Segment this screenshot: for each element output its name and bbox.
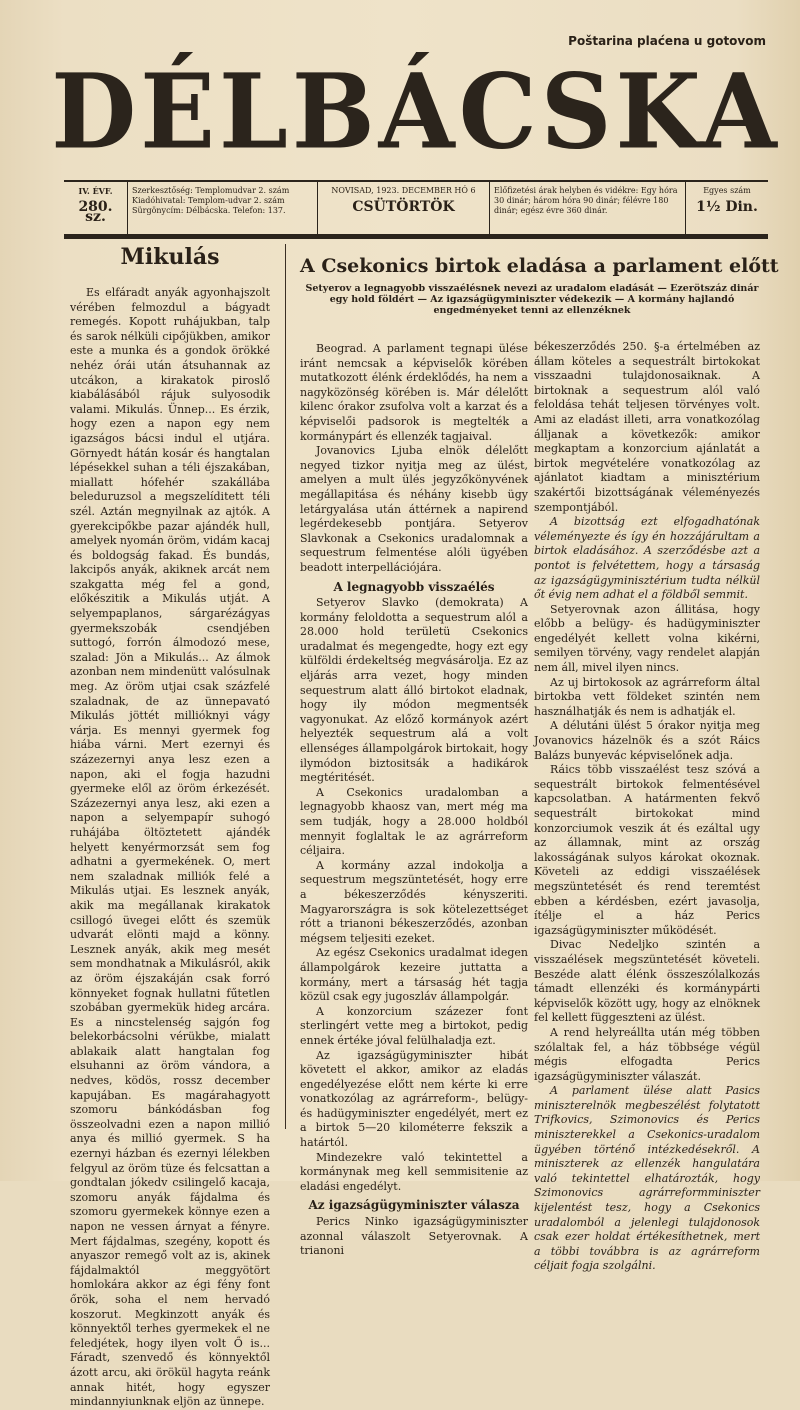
single-copy-label: Egyes szám [703,186,751,195]
paragraph: Divac Nedeljko szintén a visszaélések megszüntetését követeli. Beszéde alatt élénk összeszólalkozás támadt ellenzéki és kormánypárti képviselők között ugy, hogy az elnöknek fel kellett függeszteni az ülést. [534,938,760,1025]
paragraph: Setyerovnak azon állitása, hogy előbb a belügy- és hadügyminiszter engedélyét kellett volna kikérni, semilyen törvény, vagy rendelet alapján nem áll, mivel ilyen nincs. [534,602,760,675]
issue-number: 280. sz. [78,199,113,225]
paragraph: Az igazságügyminiszter hibát követett el akkor, amikor az eladás engedélyezése előtt nem kérte ki erre vonatkozólag az agrárreform-, belügy- és hadügyminiszter engedélyét, mert ez a birtok 5—20 kilométerre fekszik a határtól. [300,1048,528,1150]
paragraph: A kormány azzal indokolja a sequestrum megszüntetését, hogy erre a békeszerződés kényszeriti. Magyarországra is sok kötelezettséget rótt a trianoni békeszerződés, azonban mégsem teljesiti ezeket. [300,858,528,945]
main-article-column-1 [300,342,528,1258]
price-cell [686,182,768,234]
left-article-title: Mikulás [120,244,220,270]
date-cell [318,182,490,234]
header-rule [64,236,768,239]
postage-note: Poštarina plaćena u gotovom [568,34,766,48]
left-article-body [70,286,270,1409]
paragraph: Az uj birtokosok az agrárreform által birtokba vett földeket szintén nem használhatják és nem is adhatják el. [534,675,760,718]
info-bar [64,180,768,236]
main-article-deck: Setyerov a legnagyobb visszaélésnek nevezi az uradalom eladását — Ezerötszáz dinár egy hold földért — Az igazságügyminiszter védekezik — A kormány hajlandó engedményeket tenni az ellenzéknek [305,283,759,316]
masthead [51,51,781,173]
masthead-title: DÉLBÁCSKA [51,51,781,173]
main-article-title: A Csekonics birtok eladása a parlament előtt [300,255,779,277]
paragraph: Setyerov Slavko (demokrata) A kormány feloldotta a sequestrum alól a 28.000 hold területü Csekonics uradalmat és megengedte, hogy ezt egy külföldi érdekeltség megvásárolja. Ez az eljárás arra vezet, hogy minden sequestrum alatt álló birtokot eladnak, hogy ily módon megmentsék vagyonukat. Az előző kormányok azért helyezték sequestrum alá a volt ellenséges állampolgárok birtokait, hogy ilymódon biztositsák a hadikárok megtéritését. [300,596,528,785]
weekday: CSÜTÖRTÖK [352,199,455,215]
main-article-column-2 [534,340,760,1273]
paragraph: Ráics több visszaélést tesz szóvá a sequestrált birtokok felmentésével kapcsolatban. A határmenten fekvő sequestrált birtokokat mind konzorciumok veszik át és ezáltal ugy az államnak, mint az ország lakosságának sulyos károkat okoznak. Követeli az eddigi visszaélések megszüntetését és rend teremtést ebben a kérdésben, ezért javasolja, ítélje el a ház Perics igazságügyminiszter működését. [534,763,760,937]
paragraph: A konzorcium százezer font sterlingért vette meg a birtokot, pedig ennek értéke jóval felülhaladja ezt. [300,1004,528,1047]
single-copy-price: 1½ Din. [696,199,758,215]
paragraph: A délutáni ülést 5 órakor nyitja meg Jovanovics házelnök és a szót Ráics Balázs bunyevác képviselőnek adja. [534,719,760,762]
offices-cell: Szerkesztőség: Templomudvar 2. szám Kiadóhivatal: Templom-udvar 2. szám Sürgönycím: Délbácska. Telefon: 137. [128,182,318,234]
column-divider [285,244,286,1129]
paragraph: Az egész Csekonics uradalmat idegen állampolgárok kezeire juttatta a kormány, mert a társaság hét tagja közül csak egy jugoszláv állampolgár. [300,946,528,1004]
subheading-2: Az igazságügyminiszter válasza [308,1198,520,1213]
subheading-1: A legnagyobb visszaélés [333,579,495,594]
left-article-paragraph: Es elfáradt anyák agyonhajszolt vérében felmozdul a bágyadt remegés. Kopott ruhájukban, talp és sarok nélküli cipőjükben, amikor este a munka és a gondok örökké nehéz órái után átsuhannak az utcákon, a kirakatok piroslő kiabálásából rájuk sulyosodik valami. Mikulás. Ünnep... Es érzik, hogy ezen a napon egy nem igazságos bácsi indul el utjára. Görnyedt hátán kosár és hangtalan lépésekkel suhan a téli éjszakában, miallatt hófehér szakállába beleduruzsol a megszelíditett téli szél. Aztán megnyilnak az ajtók. A gyerekcipőkbe pazar ajándék hull, amelyek nyomán öröm, vidám kacaj és boldogság fakad. És bundás, lakcipős anyák, akiknek arcát nem szakgatta még fel a gond, előkészitik a Mikulás utját. A selyempaplanos, sárgarézágyas gyermekszobák csendjében suttogó, forrón álmodozó mese, szalad: Jön a Mikulás... Az álmok azonban nem mindenütt valósulnak meg. Az öröm utjai csak százfelé szaladnak, de az ünnepavató Mikulás jöttét millióknyi vágy várja. Es mennyi gyermek fog hiába várni. Mert ezernyi és százezernyi anya lesz ezen a napon, aki el fogja hazudni gyermeke elől az öröm érkezését. Százezernyi anya lesz, aki ezen a napon a selyempapír suhogó ruhájába öltöztetett ajándék helyett kenyérmorzsát sem fog adhatni a gyermekének. O, mert nem szaladnak milliók felé a Mikulás utjai. Es lesznek anyák, akik ma megállanak kirakatok csillogó üvegei előtt és szemük udvarát elönti majd a könny. Lesznek anyák, akik meg mesét sem mondhatnak a Mikulásról, akik az öröm éjszakáján csak forró könnyeket fognak hullatni fűtetlen szobában gyermekük hideg arcára. Es a nincstelenség sajgón fog belekorbácsolni vérükbe, mialatt ablakaik alatt hangtalan fog elsuhanni az öröm vándora, a nedves, ködös, rossz december kapujában. Es magárahagyott szomoru bánkódásban fog összeolvadni ezen a napon millió anya és millió gyermek. S ha ezernyi házban és ezernyi lélekben felgyul az öröm tüze és felcsattan a gondtalan jókedv csilingelő kacaja, szomoru anyák fájdalma és szomoru gyermekek könnye ezen a napon ne vessen árnyat a fényre. Mert fájdalmas, szegény, kopott és anyaszor remegő volt az is, akinek fájdalmaktól meggyötört homlokára akkor az égi fény font őrök, soha el nem hervadó koszorut. Megkinzott anyák és könnyektől terhes gyermekek el ne feledjétek, hogy ilyen volt Ő is... Fáradt, szenvedő és könnyektől ázott arcu, aki örökül hagyta reánk annak hitét, hogy egyszer mindannyiunknak eljön az ünnepe. [70,286,270,1409]
paragraph: Mindezekre való tekintettel a kormánynak meg kell semmisitenie az eladási engedélyt. [300,1150,528,1193]
volume-cell [64,182,128,234]
paragraph-italic: A bizottság ezt elfogadhatónak véleményezte és így én hozzájárultam a birtok eladásához. A szerződésbe azt a pontot is felvétettem, hogy a társaság az igazságügyminisztérium tudta nélkül őt évig nem adhat el a földből semmit. [534,515,760,602]
volume-label: IV. ÉVF. [78,186,113,196]
paragraph: Perics Ninko igazságügyminiszter azonnal válaszolt Setyerovnak. A trianoni [300,1215,528,1258]
subscription-cell: Előfizetési árak helyben és vidékre: Egy hóra 30 dinár; három hóra 90 dinár; félévre 180 dinár; egész évre 360 dinár. [490,182,686,234]
paragraph-italic: A parlament ülése alatt Pasics miniszterelnök megbeszélést folytatott Trifkovics, Szimonovics és Perics miniszterekkel a Csekonics-uradalom ügyében történő intézkedésekről. A miniszterek az ellenzék hangulatára való tekintettel elhatározták, hogy Szimonovics agrárreformminiszter kijelentést tesz, hogy a Csekonics uradalomból a jelenlegi tulajdonosok csak ezer holdat értékesíthetnek, mert a többi továbbra is az agrárreform céljait fogja szolgálni. [534,1084,760,1273]
paragraph: A Csekonics uradalomban a legnagyobb khaosz van, mert még ma sem tudják, hogy a 28.000 holdból mennyit foglaltak le az agrárreform céljaira. [300,785,528,858]
place-date: NOVISAD, 1923. DECEMBER HÓ 6 [331,186,476,195]
paragraph: békeszerződés 250. §-a értelmében az állam köteles a sequestrált birtokokat visszaadni tulajdonosaiknak. A birtoknak a sequestrum alól való feloldása tehát teljesen törvényes volt. Ami az eladást illeti, arra vonatkozólag álljanak a következők: amikor megkaptam a konzorcium ajánlatát a birtok megvételére vonatkozólag az ajánlatot kiadtam a minisztérium szakértői bizottságának véleményezés szempontjából. [534,340,760,514]
paragraph: Beograd. A parlament tegnapi ülése iránt nemcsak a képviselők körében mutatkozott élénk érdeklődés, ha nem a nagyközönség körében is. Már délelőtt kilenc órakor zsufolva volt a karzat és a képviselői padsorok is megtelték a kormánypárt és ellenzék tagjaival. [300,342,528,443]
paragraph: Jovanovics Ljuba elnök délelőtt negyed tizkor nyitja meg az ülést, amelyen a mult ülés jegyzőkönyvének megállapitása és néhány kisebb ügy letárgyalása után áttérnek a napirend legérdekesebb pontjára. Setyerov Slavkonak a Csekonics uradalomnak a sequestrum felmentése alóli ügyében beadott interpellációjára. [300,444,528,574]
paragraph: A rend helyreállta után még többen szólaltak fel, a ház többsége végül mégis elfogadta Perics igazságügyminiszter válaszát. [534,1025,760,1083]
